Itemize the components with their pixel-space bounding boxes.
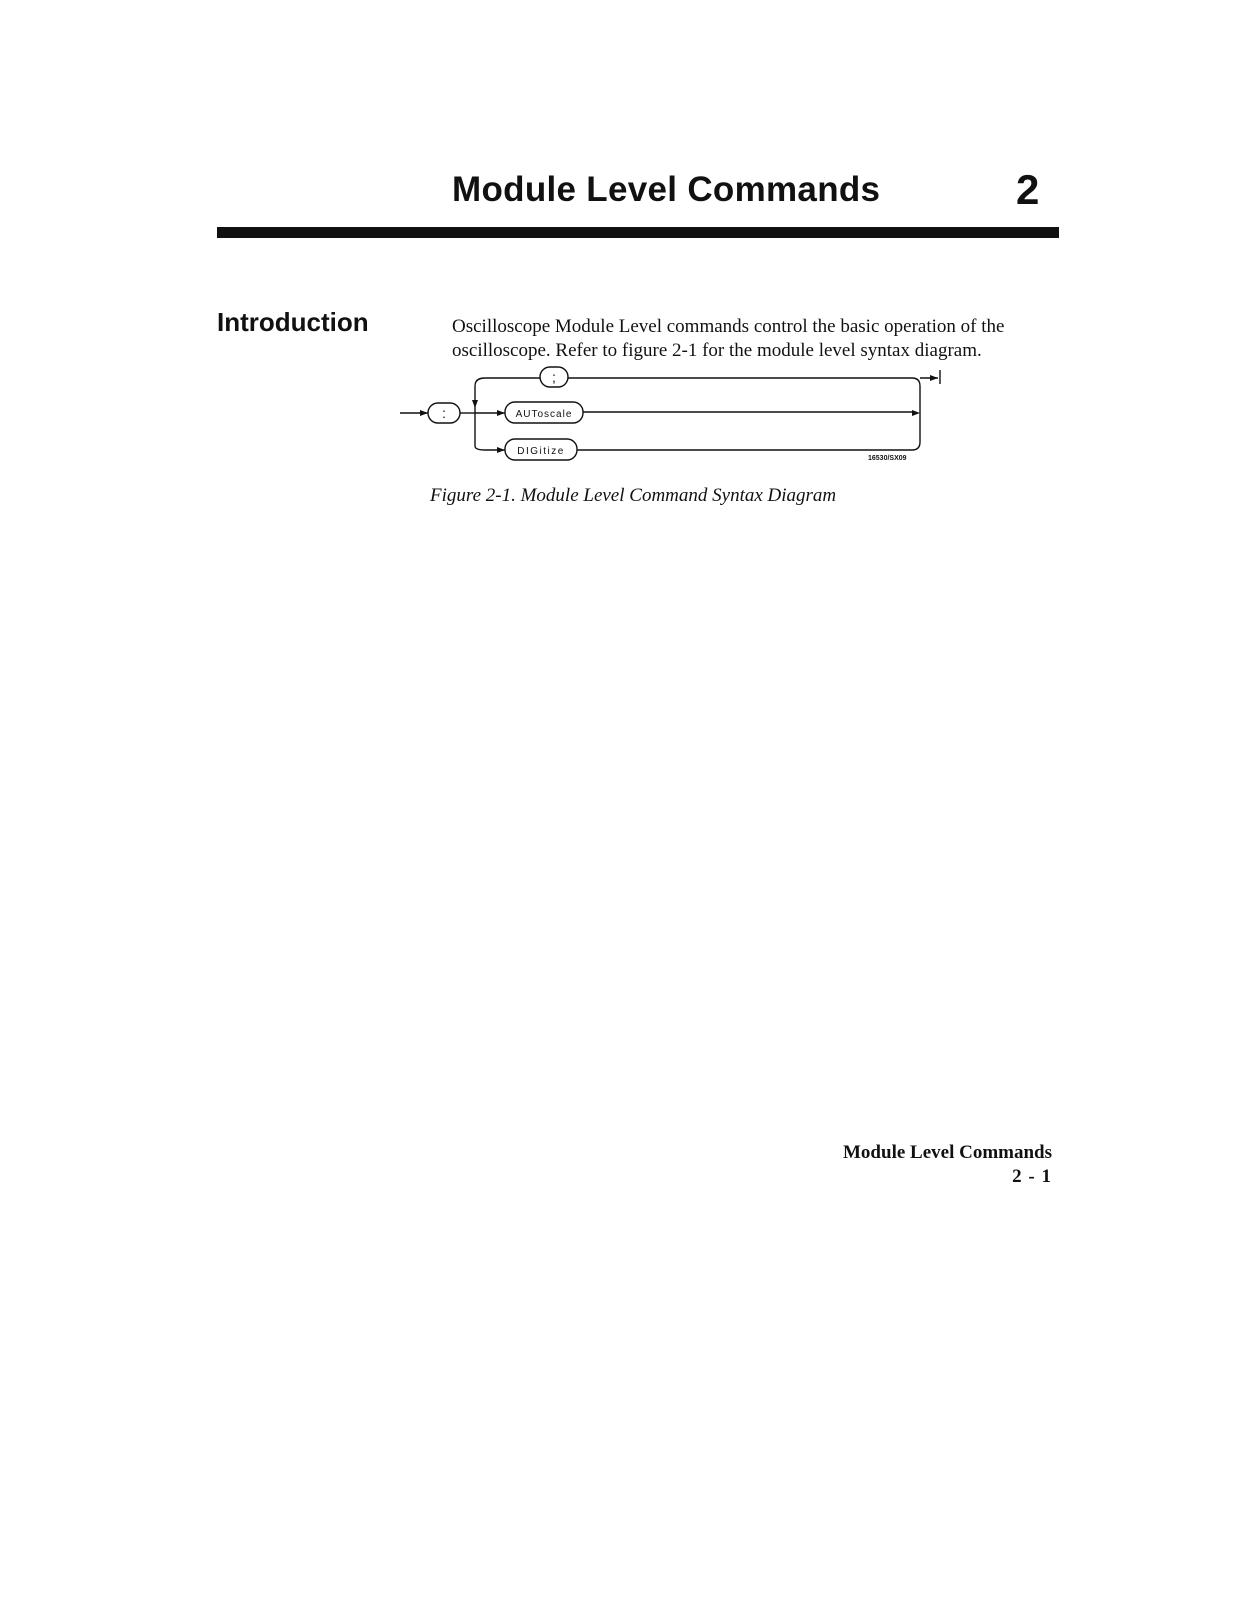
entry-arrow xyxy=(420,410,428,416)
digitize-token: DIGitize xyxy=(517,446,565,457)
section-heading: Introduction xyxy=(217,307,369,337)
colon-token: : xyxy=(442,405,446,421)
footer-title: Module Level Commands xyxy=(843,1142,1052,1163)
junction-arrow xyxy=(472,400,478,408)
semicolon-token: ; xyxy=(552,369,556,385)
page-number: 2 - 1 xyxy=(1012,1166,1052,1187)
autoscale-token: AUToscale xyxy=(515,409,573,420)
chapter-number: 2 xyxy=(1016,166,1040,213)
digitize-arrow xyxy=(497,447,505,453)
exit-arrow xyxy=(930,375,938,381)
syntax-diagram xyxy=(400,366,960,466)
merge-arrow xyxy=(912,410,920,416)
title-rule xyxy=(217,227,1059,238)
figure-code: 16530/SX09 xyxy=(868,455,907,462)
intro-paragraph: Oscilloscope Module Level commands control the basic operation of the oscilloscope. Refer to figure 2-1 for the module level syntax diagram. xyxy=(452,316,1005,361)
figure-caption: Figure 2-1. Module Level Command Syntax Diagram xyxy=(430,485,837,506)
chapter-title: Module Level Commands xyxy=(452,170,881,209)
autoscale-arrow xyxy=(497,410,505,416)
